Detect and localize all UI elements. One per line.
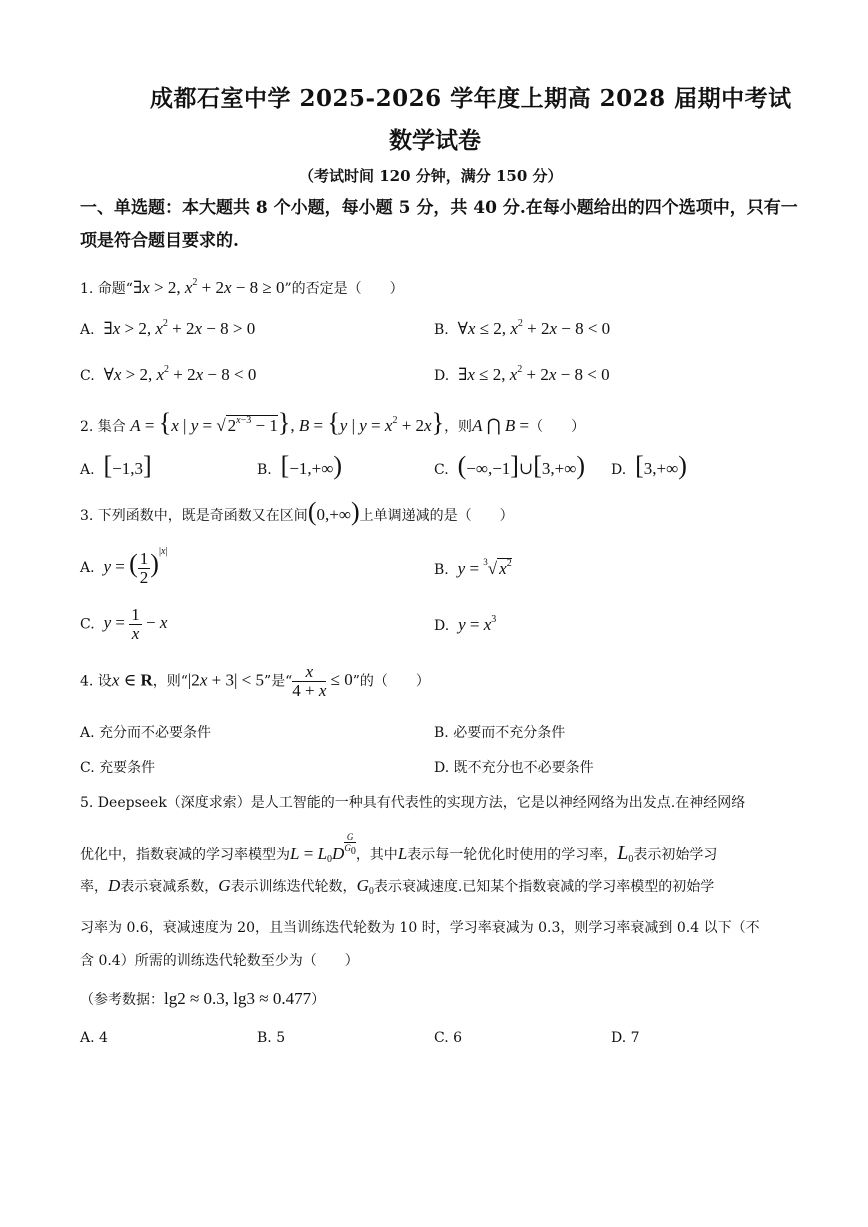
q1-prefix: 1. 命题“ [80,281,133,297]
q1-option-a: A. ∃x > 2, $x^2 + 2x - 8 > 0$ [80,318,256,338]
q4-option-c: C. 充要条件 [80,760,156,776]
q5-reference: （参考数据：lg2 ≈ 0.3, lg3 ≈ 0.477） [80,989,326,1008]
q5-option-c: C. 6 [434,1030,463,1046]
q2-formula: A = {x | y = √ $2^{x-3} - 1$}, B = {y | $y = x^2 + 2x$} [130,408,445,437]
q4-condition-2: $\frac{x}{4 + x}$ ≤ 0 [292,662,353,700]
q4-condition-1: |2x + 3| < 5 [187,670,264,690]
question-4: 4. 设x ∈ R，则“|2x + 3| < 5”是“ $\frac{x}{4 + x}$ ≤ 0”的（ ） [80,662,430,700]
q2-option-a: A. [−1,3] [80,451,152,480]
q4-option-b: B. 必要而不充分条件 [434,725,566,741]
q5-line-5: 含 0.4）所需的训练迭代轮数至少为（ ） [80,953,359,969]
q4-option-d: D. 既不充分也不必要条件 [434,760,594,776]
section-heading-line1: 一、单选题：本大题共 8 个小题，每小题 5 分，共 40 分.在每小题给出的四个选项中，只有一 [80,198,798,218]
q5-line-1: 5. Deepseek（深度求索）是人工智能的一种具有代表性的实现方法，它是以神经网络为出发点.在神经网络 [80,795,746,811]
q3-option-a: A. y = ( $\frac{1}{2}$ )$^{|x|}$ [80,546,168,587]
q3-interval: (0,+∞) [307,497,360,526]
q5-line-4: 习率为 0.6，衰减速度为 20，且当训练迭代轮数为 10 时，学习率衰减为 0.3，则学习率衰减到 0.4 以下（不 [80,920,760,936]
q5-line-3: 率，D表示衰减系数，G表示训练迭代轮数，$G_0$表示衰减速度.已知某个指数衰减的学习率模型的初始学 [80,876,715,897]
q2-prefix: 2. 集合 [80,419,126,435]
q2-suffix: ，则 [444,419,473,435]
q3-option-d: D. $y = x^3$ [434,614,497,634]
q3-suffix: 上单调递减的是（ ） [359,508,514,524]
q5-option-a: A. 4 [80,1030,108,1046]
q2-option-c: C. (−∞,−1]∪[3,+∞) [434,451,586,480]
question-3 [80,497,514,527]
q5-line-2: 优化中，指数衰减的学习率模型为$L = L_0D$ $^{\frac{G}{G_0}}$ ，其中L表示每一轮优化时使用的学习率，$L_0$表示初始学习 [80,832,718,865]
q2-option-d: D. [3,+∞) [611,451,687,480]
question-1 [80,277,404,298]
section-heading-line2: 项是符合题目要求的. [80,231,239,251]
page-title: 成都石室中学 2025-2026 学年度上期高 2028 届期中考试 [150,85,792,112]
q5-option-b: B. 5 [257,1030,286,1046]
q4-option-a: A. 充分而不必要条件 [80,725,212,741]
q1-option-c: C. ∀x > 2, $x^2 + 2x - 8 < 0$ [80,364,257,384]
q3-option-b: B. y = $^3$√ $x^2$ [434,557,512,578]
q2-blank: （ ） [529,419,586,435]
q2-option-b: B. [−1,+∞) [257,451,343,480]
q3-prefix: 3. 下列函数中，既是奇函数又在区间 [80,508,308,524]
q1-option-b: B. ∀x ≤ 2, $x^2 + 2x - 8 < 0$ [434,318,611,338]
page-subtitle: 数学试卷 [389,127,481,154]
q5-model-formula: $L = L_0D$ $^{\frac{G}{G_0}}$ [290,832,356,865]
q1-option-d: D. ∃x ≤ 2, $x^2 + 2x - 8 < 0$ [434,364,610,384]
q1-formula: ∃x > 2, $x^2 + 2x - 8 \ge 0$ [132,277,285,297]
q3-option-c: C. y = $\frac{1}{x}$ − x [80,605,168,643]
q5-option-d: D. 7 [611,1030,640,1046]
question-2: 2. 集合 A = {x | y = √ $2^{x-3} - 1$}, B = {y | $y = x^2 + 2x$}，则A ⋂ B =（ ） [80,408,586,437]
q1-suffix: ”的否定是（ ） [284,281,404,297]
exam-note: （考试时间 120 分钟，满分 150 分） [299,167,563,185]
